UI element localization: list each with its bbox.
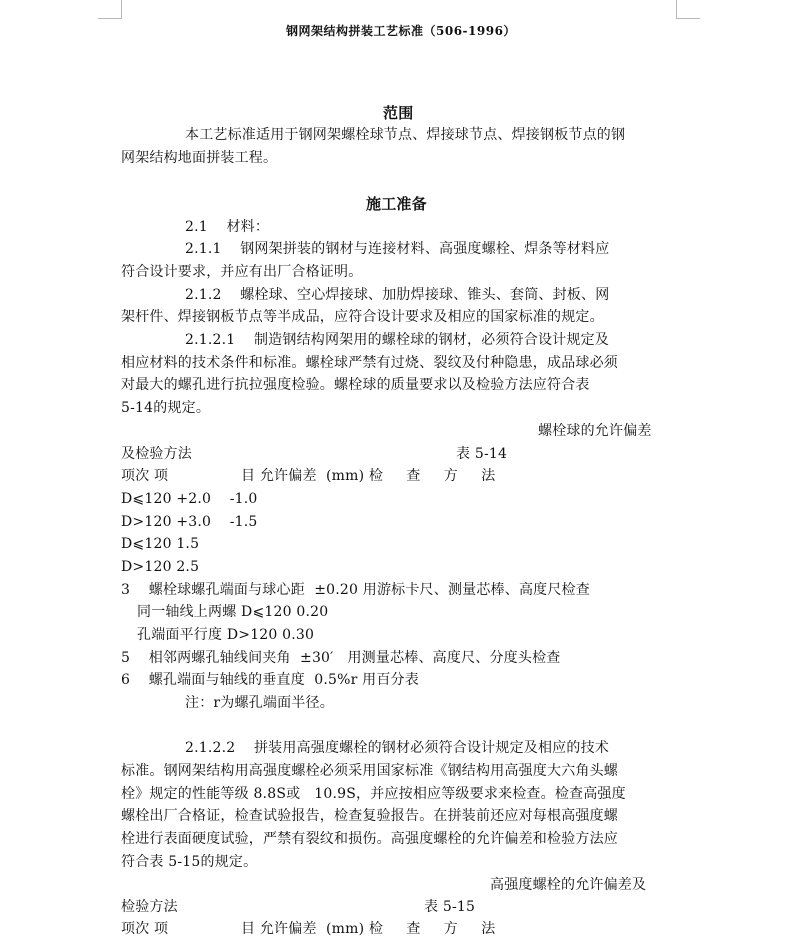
paragraph-line: 符合设计要求，并应有出厂合格证明。 xyxy=(121,264,363,280)
table-header: 目 允许偏差 (mm) 检 查 方 法 xyxy=(241,921,496,937)
paragraph-line: 2.1.2.1 制造钢结构网架用的螺栓球的钢材，必须符合设计规定及 xyxy=(185,332,609,348)
crop-line xyxy=(98,18,122,19)
table-row: D⩽120 +2.0 -1.0 xyxy=(121,491,258,507)
table-caption: 检验方法 xyxy=(121,899,178,915)
table-row: 同一轴线上两螺 D⩽120 0.20 xyxy=(137,604,329,620)
crop-line xyxy=(676,0,677,19)
document-title: 钢网架结构拼装工艺标准（506-1996） xyxy=(286,24,516,38)
table-header: 目 允许偏差 (mm) 检 查 方 法 xyxy=(241,468,496,484)
crop-line xyxy=(676,18,700,19)
crop-line xyxy=(121,0,122,19)
table-row: 6 螺孔端面与轴线的垂直度 0.5%r 用百分表 xyxy=(121,672,419,688)
paragraph-line: 对最大的螺孔进行抗拉强度检验。螺栓球的质量要求以及检验方法应符合表 xyxy=(121,377,590,393)
paragraph-line: 相应材料的技术条件和标准。螺栓球严禁有过烧、裂纹及付种隐患，成品球必须 xyxy=(121,355,618,371)
paragraph-line: 2.1.2 螺栓球、空心焊接球、加肋焊接球、锥头、套筒、封板、网 xyxy=(185,287,610,303)
table-caption: 高强度螺栓的允许偏差及 xyxy=(490,877,647,893)
paragraph-line: 栓》规定的性能等级 8.8S或 10.9S，并应按相应等级要求来检查。检查高强度 xyxy=(121,786,626,802)
paragraph-line: 架杆件、焊接钢板节点等半成品，应符合设计要求及相应的国家标准的规定。 xyxy=(121,309,604,325)
table-row: D⩽120 1.5 xyxy=(121,536,200,552)
paragraph-line: 符合表 5-15的规定。 xyxy=(121,854,258,870)
section-heading-preparation: 施工准备 xyxy=(366,195,427,213)
table-row: D>120 +3.0 -1.5 xyxy=(121,514,258,530)
table-row: 3 螺栓球螺孔端面与球心距 ±0.20 用游标卡尺、测量芯棒、高度尺检查 xyxy=(121,582,590,598)
paragraph-line: 栓进行表面硬度试验，严禁有裂纹和损伤。高强度螺栓的允许偏差和检验方法应 xyxy=(121,831,618,847)
table-caption: 螺栓球的允许偏差 xyxy=(538,423,652,439)
paragraph-line: 网架结构地面拼装工程。 xyxy=(121,150,278,166)
table-row: 5 相邻两螺孔轴线间夹角 ±30′ 用测量芯棒、高度尺、分度头检查 xyxy=(121,650,561,666)
table-number: 表 5-15 xyxy=(424,899,476,915)
table-row: D>120 2.5 xyxy=(121,559,200,575)
table-header: 项次 项 xyxy=(121,921,169,937)
paragraph-line: 2.1 材料： xyxy=(185,219,270,235)
table-number: 表 5-14 xyxy=(456,446,508,462)
paragraph-line: 2.1.2.2 拼装用高强度螺栓的钢材必须符合设计规定及相应的技术 xyxy=(185,740,609,756)
paragraph-line: 2.1.1 钢网架拼装的钢材与连接材料、高强度螺栓、焊条等材料应 xyxy=(185,241,610,257)
table-caption: 及检验方法 xyxy=(121,446,192,462)
table-note: 注：r为螺孔端面半径。 xyxy=(185,695,334,711)
paragraph-line: 5-14的规定。 xyxy=(121,400,211,416)
paragraph-line: 本工艺标准适用于钢网架螺栓球节点、焊接球节点、焊接钢板节点的钢 xyxy=(185,127,626,143)
paragraph-line: 标准。钢网架结构用高强度螺栓必须采用国家标准《钢结构用高强度大六角头螺 xyxy=(121,763,618,779)
table-header: 项次 项 xyxy=(121,468,169,484)
table-row: 孔端面平行度 D>120 0.30 xyxy=(137,627,315,643)
paragraph-line: 螺栓出厂合格证，检查试验报告，检查复验报告。在拼装前还应对每根高强度螺 xyxy=(121,808,618,824)
section-heading-scope: 范围 xyxy=(383,104,414,122)
